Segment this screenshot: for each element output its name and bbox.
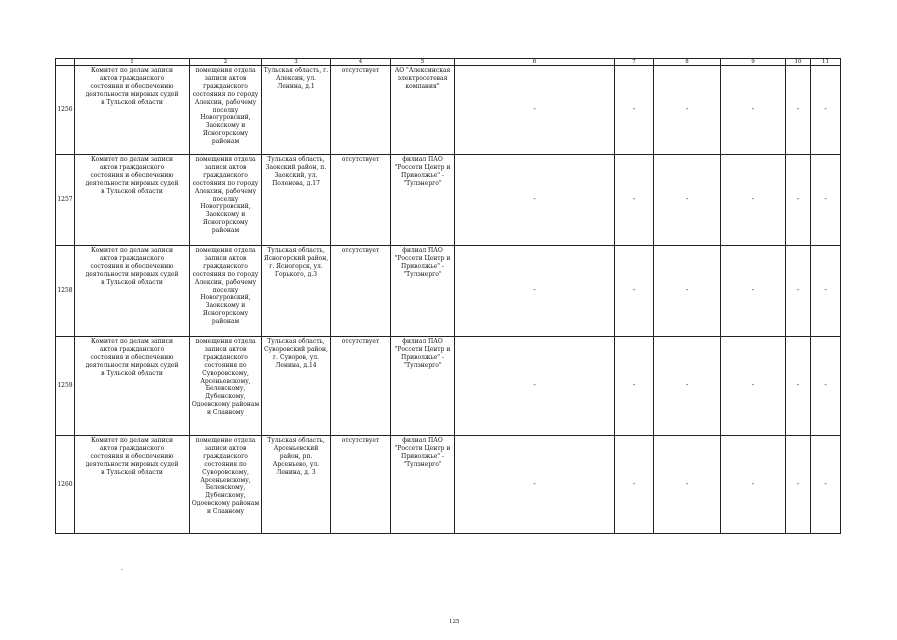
cell-col4: отсутствует — [331, 337, 391, 436]
table-row — [56, 155, 841, 246]
row-number: 1256 — [56, 66, 75, 155]
cell-col10: - — [786, 66, 811, 155]
cell-col11: - — [811, 337, 841, 436]
header-cell-10: 10 — [786, 59, 811, 66]
cell-organization: Комитет по делам записи актов гражданского состояния и обеспечению деятельности мировых судей в Тульской области — [75, 246, 190, 337]
header-cell-1: 1 — [75, 59, 190, 66]
cell-premises: помещения отдела записи актов гражданского состояния по городу Алексин, рабочему поселку Новогуровский, Заокскому и Ясногорскому районам — [190, 66, 262, 155]
cell-col7: - — [615, 66, 654, 155]
register-table — [55, 58, 841, 534]
cell-col9: - — [721, 66, 786, 155]
cell-col4: отсутствует — [331, 66, 391, 155]
cell-supplier: АО "Алексинская электросетевая компания" — [391, 66, 455, 155]
cell-supplier: филиал ПАО "Россети Центр и Приволжье" - "Тулэнерго" — [391, 436, 455, 534]
cell-col6: - — [455, 66, 615, 155]
cell-col4: отсутствует — [331, 155, 391, 246]
cell-col9: - — [721, 246, 786, 337]
cell-organization: Комитет по делам записи актов гражданского состояния и обеспечению деятельности мировых судей в Тульской области — [75, 66, 190, 155]
page-number: 125 — [449, 619, 460, 625]
cell-address: Тульская область, г. Алексин, ул. Ленина, д.1 — [262, 66, 331, 155]
cell-col11: - — [811, 155, 841, 246]
cell-col11: - — [811, 246, 841, 337]
cell-col4: отсутствует — [331, 246, 391, 337]
cell-col9: - — [721, 337, 786, 436]
row-number: 1257 — [56, 155, 75, 246]
cell-col8: - — [654, 155, 721, 246]
cell-col8: - — [654, 66, 721, 155]
cell-address: Тульская область, Арсеньевский район, рп. Арсеньево, ул. Ленина, д. 3 — [262, 436, 331, 534]
cell-supplier: филиал ПАО "Россети Центр и Приволжье" - "Тулэнерго" — [391, 337, 455, 436]
header-cell-11: 11 — [811, 59, 841, 66]
cell-col6: - — [455, 436, 615, 534]
cell-supplier: филиал ПАО "Россети Центр и Приволжье" - "Тулэнерго" — [391, 155, 455, 246]
cell-col8: - — [654, 436, 721, 534]
table-row — [56, 436, 841, 534]
cell-organization: Комитет по делам записи актов гражданского состояния и обеспечению деятельности мировых судей в Тульской области — [75, 337, 190, 436]
cell-organization: Комитет по делам записи актов гражданского состояния и обеспечению деятельности мировых судей в Тульской области — [75, 155, 190, 246]
table-row — [56, 246, 841, 337]
table-row — [56, 337, 841, 436]
cell-col10: - — [786, 246, 811, 337]
cell-col9: - — [721, 155, 786, 246]
cell-address: Тульская область, Заокский район, п. Заокский, ул. Поленова, д.17 — [262, 155, 331, 246]
cell-premises: помещения отдела записи актов гражданского состояния по городу Алексин, рабочему поселку Новогуровский, Заокскому и Ясногорскому районам — [190, 155, 262, 246]
column-number-row — [56, 59, 841, 66]
header-cell-4: 4 — [331, 59, 391, 66]
header-cell-3: 3 — [262, 59, 331, 66]
header-cell-8: 8 — [654, 59, 721, 66]
cell-col6: - — [455, 246, 615, 337]
row-number: 1259 — [56, 337, 75, 436]
cell-address: Тульская область, Суворовский район, г. Суворов, ул. Ленина, д.14 — [262, 337, 331, 436]
row-number: 1260 — [56, 436, 75, 534]
cell-col6: - — [455, 155, 615, 246]
cell-col10: - — [786, 337, 811, 436]
header-cell-7: 7 — [615, 59, 654, 66]
cell-col8: - — [654, 246, 721, 337]
cell-premises: помещения отдела записи актов гражданского состояния по городу Алексин, рабочему поселку Новогуровский, Заокскому и Ясногорскому районам — [190, 246, 262, 337]
header-cell-5: 5 — [391, 59, 455, 66]
row-number: 1258 — [56, 246, 75, 337]
cell-col11: - — [811, 66, 841, 155]
cell-premises: помещения отдела записи актов гражданского состояния по Суворовскому, Арсеньевскому, Белевскому, Дубенскому, Одоевскому районам и Славному — [190, 337, 262, 436]
cell-col6: - — [455, 337, 615, 436]
stray-mark: - — [121, 566, 124, 573]
header-cell-9: 9 — [721, 59, 786, 66]
cell-col11: - — [811, 436, 841, 534]
cell-col7: - — [615, 337, 654, 436]
cell-col4: отсутствует — [331, 436, 391, 534]
cell-col10: - — [786, 155, 811, 246]
cell-col7: - — [615, 436, 654, 534]
cell-col9: - — [721, 436, 786, 534]
cell-col8: - — [654, 337, 721, 436]
cell-address: Тульская область, Ясногорский район, г. Ясногорск, ул. Горького, д.3 — [262, 246, 331, 337]
header-cell-index — [56, 59, 75, 66]
cell-col7: - — [615, 155, 654, 246]
cell-premises: помещение отдела записи актов гражданского состояния по Суворовскому, Арсеньевскому, Белевскому, Дубенскому, Одоевскому районам и Славному — [190, 436, 262, 534]
table-row — [56, 66, 841, 155]
header-cell-6: 6 — [455, 59, 615, 66]
cell-organization: Комитет по делам записи актов гражданского состояния и обеспечению деятельности мировых судей в Тульской области — [75, 436, 190, 534]
header-cell-2: 2 — [190, 59, 262, 66]
cell-col10: - — [786, 436, 811, 534]
cell-supplier: филиал ПАО "Россети Центр и Приволжье" - "Тулэнерго" — [391, 246, 455, 337]
cell-col7: - — [615, 246, 654, 337]
